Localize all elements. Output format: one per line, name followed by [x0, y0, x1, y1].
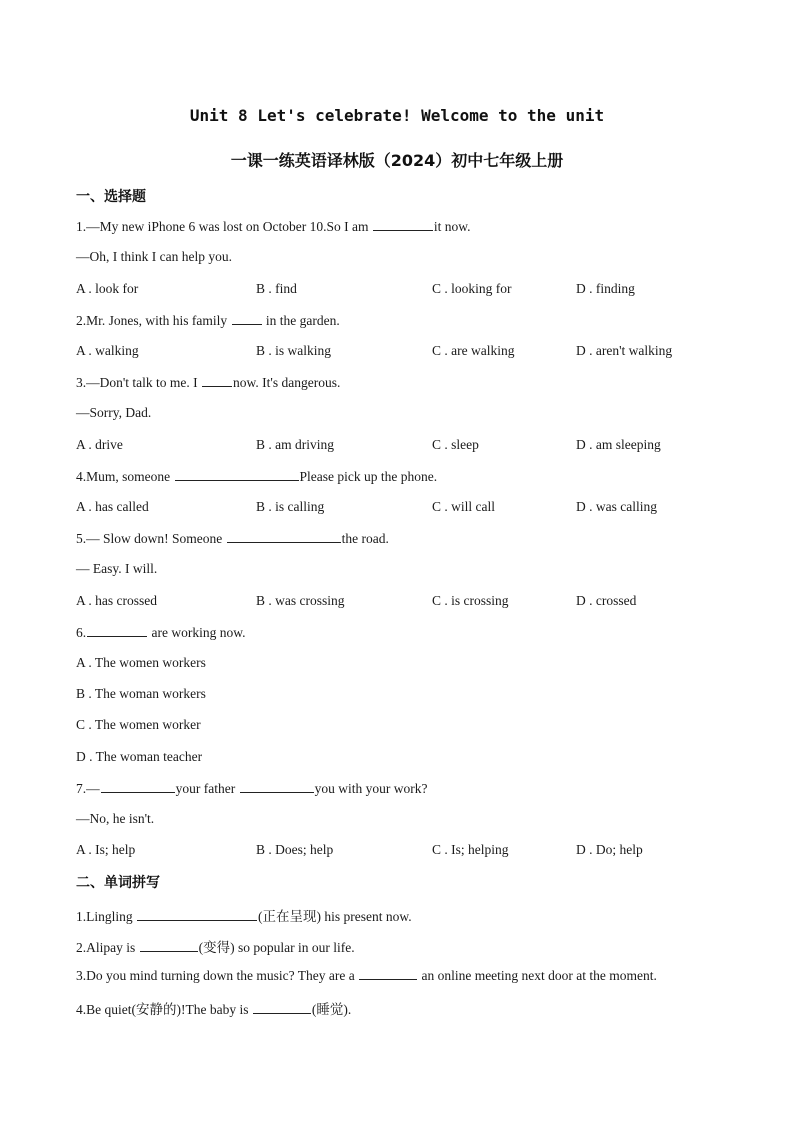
question-2-stem-end: in the garden. [265, 313, 340, 328]
question-1-option-c[interactable]: C . looking for [432, 281, 512, 296]
answer-blank[interactable] [227, 530, 341, 543]
question-3-option-d[interactable]: D . am sleeping [576, 437, 661, 452]
question-2-option-c[interactable]: C . are walking [432, 343, 515, 358]
worksheet-subtitle: 一课一练英语译林版（2024）初中七年级上册 [230, 151, 564, 170]
question-6-option-c[interactable]: C . The women worker [76, 717, 201, 732]
question-4-option-c[interactable]: C . will call [432, 499, 495, 514]
spelling-3-stem-end: an online meeting next door at the moment. [421, 968, 657, 983]
question-4-stem-end: Please pick up the phone. [299, 469, 438, 484]
question-5-option-b[interactable]: B . was crossing [256, 593, 345, 608]
question-7 [76, 780, 427, 797]
question-2-option-d[interactable]: D . aren't walking [576, 343, 673, 358]
answer-blank[interactable] [140, 939, 198, 952]
answer-blank[interactable] [175, 468, 299, 481]
answer-blank[interactable] [202, 374, 232, 387]
question-1-stem: 1.—My new iPhone 6 was lost on October 10.So I am [76, 219, 369, 234]
question-5-option-a[interactable]: A . has crossed [76, 593, 157, 608]
worksheet-title: Unit 8 Let's celebrate! Welcome to the unit [189, 106, 605, 125]
answer-blank[interactable] [253, 1001, 311, 1014]
question-1-stem-end: it now. [433, 219, 471, 234]
spelling-2-stem-end: (变得) so popular in our life. [198, 940, 355, 955]
spelling-4-stem-end: (睡觉). [311, 1002, 352, 1017]
question-2-stem: 2.Mr. Jones, with his family [76, 313, 228, 328]
question-1-option-d[interactable]: D . finding [576, 281, 635, 296]
question-2 [76, 312, 340, 329]
question-7-option-b[interactable]: B . Does; help [256, 842, 334, 857]
question-3 [76, 374, 340, 391]
question-7-option-d[interactable]: D . Do; help [576, 842, 643, 857]
answer-blank[interactable] [359, 967, 417, 980]
spelling-2 [76, 936, 355, 956]
question-1-option-a[interactable]: A . look for [76, 281, 139, 296]
question-7-stem-end: you with your work? [314, 781, 428, 796]
question-5-stem: 5.— Slow down! Someone [76, 531, 223, 546]
question-4-option-d[interactable]: D . was calling [576, 499, 657, 514]
section-heading-spelling: 二、单词拼写 [76, 875, 160, 891]
answer-blank[interactable] [240, 780, 314, 793]
question-6-option-b[interactable]: B . The woman workers [76, 686, 206, 701]
question-7-stem-mid: your father [175, 781, 236, 796]
answer-blank[interactable] [373, 218, 433, 231]
answer-blank[interactable] [232, 312, 262, 325]
question-6-stem: 6. [76, 625, 87, 640]
question-3-stem: 3.—Don't talk to me. I [76, 375, 198, 390]
question-4 [76, 468, 437, 485]
question-5-reply: — Easy. I will. [76, 561, 158, 576]
question-6-option-a[interactable]: A . The women workers [76, 655, 206, 670]
question-1-reply: —Oh, I think I can help you. [76, 249, 232, 264]
question-6-stem-end: are working now. [151, 625, 246, 640]
question-4-option-b[interactable]: B . is calling [256, 499, 325, 514]
question-2-option-b[interactable]: B . is walking [256, 343, 332, 358]
question-6 [76, 624, 245, 641]
question-7-option-c[interactable]: C . Is; helping [432, 842, 509, 857]
question-7-option-a[interactable]: A . Is; help [76, 842, 136, 857]
spelling-1-stem-end: (正在呈现) his present now. [258, 909, 412, 924]
spelling-2-stem: 2.Alipay is [76, 940, 136, 955]
answer-blank[interactable] [137, 908, 257, 921]
question-3-option-a[interactable]: A . drive [76, 437, 123, 452]
question-3-reply: —Sorry, Dad. [76, 405, 152, 420]
spelling-1-stem: 1.Lingling [76, 909, 133, 924]
question-7-stem: 7.— [76, 781, 100, 796]
section-heading-multiple-choice: 一、选择题 [76, 189, 146, 205]
question-5 [76, 530, 389, 547]
spelling-3-stem: 3.Do you mind turning down the music? They are a [76, 968, 355, 983]
question-3-option-b[interactable]: B . am driving [256, 437, 334, 452]
question-1-option-b[interactable]: B . find [256, 281, 297, 296]
question-4-stem: 4.Mum, someone [76, 469, 171, 484]
answer-blank[interactable] [101, 780, 175, 793]
question-5-option-d[interactable]: D . crossed [576, 593, 637, 608]
question-7-reply: —No, he isn't. [76, 811, 155, 826]
question-5-option-c[interactable]: C . is crossing [432, 593, 509, 608]
spelling-1 [76, 905, 412, 925]
spelling-3 [76, 967, 657, 984]
question-5-stem-end: the road. [341, 531, 389, 546]
question-3-option-c[interactable]: C . sleep [432, 437, 479, 452]
question-6-option-d[interactable]: D . The woman teacher [76, 749, 203, 764]
question-3-stem-end: now. It's dangerous. [233, 375, 341, 390]
question-2-option-a[interactable]: A . walking [76, 343, 139, 358]
answer-blank[interactable] [87, 624, 147, 637]
question-1 [76, 218, 470, 235]
spelling-4-stem: 4.Be quiet(安静的)!The baby is [76, 1002, 249, 1017]
question-4-option-a[interactable]: A . has called [76, 499, 149, 514]
spelling-4 [76, 998, 351, 1018]
